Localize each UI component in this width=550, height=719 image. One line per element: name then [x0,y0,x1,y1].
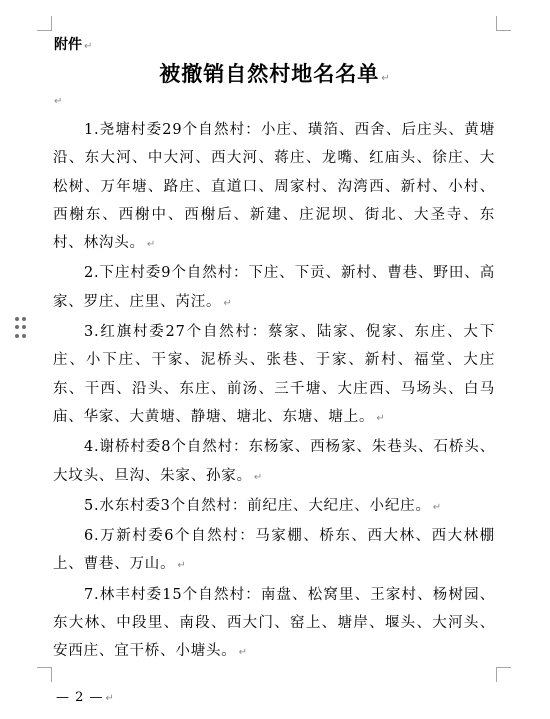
paragraph-mark-icon: ↵ [376,412,386,424]
paragraph-mark-icon: ↵ [146,239,156,251]
paragraph-text[interactable]: 2.下庄村委9个自然村：下庄、下贡、新村、曹巷、野田、高家、罗庄、庄里、芮汪。 [53,265,495,310]
crop-mark-top-right [496,16,511,31]
paragraph-mark-icon: ↵ [432,501,442,513]
paragraph-mark-icon: ↵ [238,647,248,659]
paragraph[interactable] [53,522,495,581]
document-body[interactable] [53,116,495,668]
paragraph-mark-icon: ↵ [253,471,264,483]
paragraph-text[interactable]: 4.谢桥村委8个自然村：东杨家、西杨家、朱巷头、石桥头、大坟头、旦沟、朱家、孙家。 [53,439,495,484]
paragraph-text[interactable]: 6.万新村委6个自然村：马家棚、桥东、西大林、西大林棚上、曹巷、万山。 [53,528,495,573]
paragraph-text[interactable]: 5.水东村委3个自然村：前纪庄、大纪庄、小纪庄。 [84,497,431,514]
crop-mark-bottom-right [496,667,511,682]
paragraph-mark-icon: ↵ [177,560,187,572]
paragraph[interactable] [53,259,495,318]
paragraph[interactable] [53,492,495,522]
paragraph-mark-icon: ↵ [223,297,233,309]
paragraph[interactable] [53,318,495,433]
document-title[interactable]: 被撤销自然村地名名单 [159,61,380,86]
paragraph[interactable] [53,433,495,492]
paragraph[interactable] [53,116,495,259]
paragraph[interactable] [53,581,495,668]
paragraph-text[interactable]: 7.林丰村委15个自然村：南盘、松窝里、王家村、杨树园、东大林、中段里、南段、西大门、窑上、塘岸、堰头、大河头、安西庄、宜干桥、小塘头。 [53,586,495,660]
paragraph-text[interactable]: 3.红旗村委27个自然村：蔡家、陆家、倪家、东庄、大下庄、小下庄、干家、泥桥头、张巷、于家、新村、福堂、大庄东、干西、沿头、东庄、前汤、三千塘、大庄西、马场头、白马庙、华家、大黄塘、静塘、塘北、东塘、塘上。 [53,324,495,425]
page-number: — 2 — [56,690,104,705]
document-title-line[interactable] [0,60,550,93]
paragraph-mark-icon: ↵ [381,73,391,84]
paragraph-text[interactable]: 1.尧塘村委29个自然村：小庄、璜箔、西舍、后庄头、黄塘沿、东大河、中大河、西大河、蒋庄、龙嘴、红庙头、徐庄、大松树、万年塘、路庄、直道口、周家村、沟湾西、新村、小村、西榭东、西榭中、西榭后、新建、庄泥坝、街北、大圣寺、东村、林沟头。 [53,122,495,252]
crop-mark-top-left [37,16,52,31]
attachment-label-line[interactable] [54,36,92,56]
paragraph-mark-icon: ↵ [105,693,115,704]
paragraph-mark-icon: ↵ [84,41,93,52]
page-number-line [56,690,115,707]
crop-mark-bottom-left [37,667,52,682]
drag-handle-icon[interactable] [15,317,25,339]
paragraph-mark-icon: ↵ [54,96,63,107]
attachment-label[interactable]: 附件 [54,37,82,53]
